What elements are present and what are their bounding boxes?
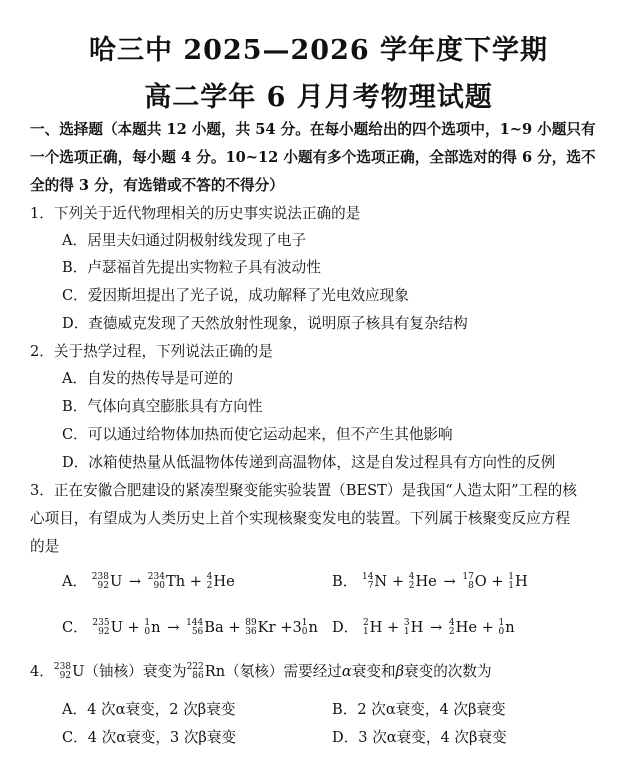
alpha-symbol: α xyxy=(341,663,352,680)
q1-option-b: B．卢瑟福首先提出实物粒子具有波动性 xyxy=(62,259,321,276)
option-label: B． xyxy=(332,573,358,590)
nuclide-symbol: U xyxy=(110,619,123,636)
nuclide-symbol: U xyxy=(72,663,85,680)
nuclide-symbol: Ba xyxy=(204,619,224,636)
q3-stem-line3: 的是 xyxy=(30,538,60,555)
plus-sign: + xyxy=(387,619,400,636)
plus-sign: + xyxy=(481,619,494,636)
q2-option-c: C．可以通过给物体加热而使它运动起来，但不产生其他影响 xyxy=(62,426,453,443)
nuclide-symbol: He xyxy=(415,573,437,590)
section-instructions-line3: 全的得 3 分，有选错或不答的不得分） xyxy=(30,177,284,194)
q1-option-d: D．查德威克发现了天然放射性现象，说明原子核具有复杂结构 xyxy=(62,315,468,332)
nuclide-symbol: Th xyxy=(165,573,186,590)
plus-sign: + xyxy=(391,573,405,590)
plus-sign: + xyxy=(491,573,504,590)
q3-option-b xyxy=(332,572,528,592)
nuclide-rn222-numbers: 222 86 xyxy=(186,662,204,681)
q2-option-a: A．自发的热传导是可逆的 xyxy=(62,370,234,387)
nuclide-symbol: U xyxy=(109,573,123,590)
q4-text-part3: 衰变和 xyxy=(351,663,396,680)
nuclide-th234-numbers: 234 90 xyxy=(147,572,165,591)
nuclide-symbol: N xyxy=(374,573,388,590)
q2-option-b: B．气体向真空膨胀具有方向性 xyxy=(62,398,263,415)
coefficient: 3 xyxy=(292,619,302,636)
q4-number: 4． xyxy=(30,663,54,680)
q4-text-part1: （铀核）衰变为 xyxy=(84,663,187,680)
nuclide-symbol: n xyxy=(505,619,515,636)
nuclide-n1-numbers: 1 0 xyxy=(498,618,505,637)
q4-text-part2: （氡核）需要经过 xyxy=(225,663,342,680)
section-instructions-line1: 一、选择题（本题共 12 小题，共 54 分。在每小题给出的四个选项中，1~9 小题只有 xyxy=(30,121,596,138)
q3-option-a xyxy=(62,572,235,592)
q4-text-part4: 衰变的次数为 xyxy=(404,663,492,680)
nuclide-symbol: He xyxy=(455,619,478,636)
nuclide-o17-numbers: 17 8 xyxy=(462,572,474,591)
nuclide-n1-numbers: 1 0 xyxy=(144,618,151,637)
reaction-arrow: → xyxy=(167,619,180,636)
exam-title-line2: 高二学年 6 月月考物理试题 xyxy=(144,82,493,113)
option-label: C． xyxy=(62,619,88,636)
nuclide-h1-numbers: 1 1 xyxy=(508,572,515,591)
nuclide-n14-numbers: 14 7 xyxy=(361,572,374,591)
reaction-arrow: → xyxy=(430,619,443,636)
q3-option-d xyxy=(332,618,515,638)
nuclide-symbol: H xyxy=(410,619,424,636)
q1-option-a: A．居里夫妇通过阴极射线发现了电子 xyxy=(62,232,307,249)
q4-option-d: D．3 次α衰变，4 次β衰变 xyxy=(332,729,507,746)
reaction-arrow: → xyxy=(443,573,456,590)
plus-sign: + xyxy=(228,619,241,636)
q4-option-b: B．2 次α衰变，4 次β衰变 xyxy=(332,701,506,718)
nuclide-symbol: H xyxy=(369,619,383,636)
section-instructions-line2: 一个选项正确，每小题 4 分。10~12 小题有多个选项正确，全部选对的得 6 分，选不 xyxy=(30,149,596,166)
nuclide-n1-numbers: 1 0 xyxy=(301,618,308,637)
nuclide-h3-numbers: 3 1 xyxy=(403,618,410,637)
plus-sign: + xyxy=(189,573,202,590)
nuclide-u235-numbers: 235 92 xyxy=(92,618,110,637)
q2-stem: 2．关于热学过程，下列说法正确的是 xyxy=(30,343,273,360)
nuclide-he4-numbers: 4 2 xyxy=(448,618,455,637)
q3-option-c xyxy=(62,618,318,638)
q4-stem xyxy=(30,662,492,682)
q1-option-c: C．爱因斯坦提出了光子说，成功解释了光电效应现象 xyxy=(62,287,409,304)
nuclide-symbol: H xyxy=(515,573,528,590)
nuclide-symbol: Rn xyxy=(204,663,226,680)
nuclide-ba144-numbers: 144 56 xyxy=(186,618,204,637)
beta-symbol: β xyxy=(395,663,404,680)
nuclide-he4-numbers: 4 2 xyxy=(408,572,415,591)
nuclide-symbol: n xyxy=(151,619,161,636)
nuclide-symbol: He xyxy=(213,573,235,590)
nuclide-symbol: O xyxy=(474,573,487,590)
nuclide-u238-numbers: 238 92 xyxy=(91,572,109,591)
plus-sign: + xyxy=(280,619,293,636)
q4-option-c: C．4 次α衰变，3 次β衰变 xyxy=(62,729,237,746)
reaction-arrow: → xyxy=(128,573,142,590)
nuclide-symbol: n xyxy=(308,619,318,636)
q4-option-a: A．4 次α衰变，2 次β衰变 xyxy=(62,701,236,718)
plus-sign: + xyxy=(127,619,140,636)
nuclide-symbol: Kr xyxy=(257,619,276,636)
q3-stem-line1: 3．正在安徽合肥建设的紧凑型聚变能实验装置（BEST）是我国“人造太阳”工程的核 xyxy=(30,482,577,499)
nuclide-kr89-numbers: 89 36 xyxy=(245,618,257,637)
option-label: D． xyxy=(332,619,359,636)
exam-title-line1: 哈三中 2025—2026 学年度下学期 xyxy=(88,35,549,66)
q3-stem-line2: 心项目，有望成为人类历史上首个实现核聚变发电的装置。下列属于核聚变反应方程 xyxy=(30,510,570,527)
q2-option-d: D．冰箱使热量从低温物体传递到高温物体，这是自发过程具有方向性的反例 xyxy=(62,454,556,471)
q1-stem: 1．下列关于近代物理相关的历史事实说法正确的是 xyxy=(30,205,361,222)
nuclide-u238-numbers: 238 92 xyxy=(53,662,72,681)
nuclide-he4-numbers: 4 2 xyxy=(206,572,213,591)
option-label: A． xyxy=(62,573,88,590)
nuclide-h2-numbers: 2 1 xyxy=(362,618,369,637)
